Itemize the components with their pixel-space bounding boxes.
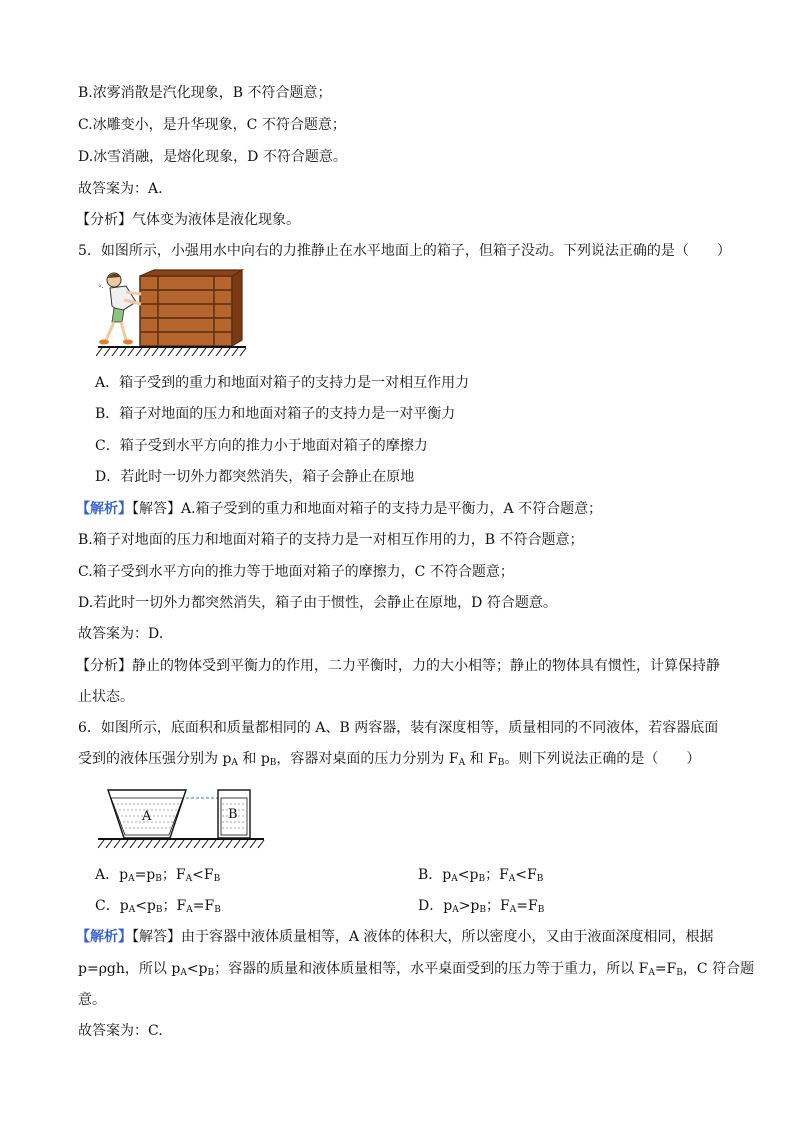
jiexi-tag: 【解析】 — [76, 501, 132, 517]
q6-option-c: C．$p_A<p_B$；$F_A=F_B$ — [95, 898, 221, 915]
prev-option-d-analysis: D.冰雪消融，是熔化现象，D 不符合题意。 — [78, 149, 347, 165]
q5-solution-c: C.箱子受到水平方向的推力等于地面对箱子的摩擦力，C 不符合题意； — [78, 564, 514, 580]
q5-option-b: B．箱子对地面的压力和地面对箱子的支持力是一对平衡力 — [95, 406, 456, 422]
q6-stem-line1: 6．如图所示，底面积和质量都相同的 A、B 两容器，装有深度相等，质量相同的不同液体，若容器底面 — [78, 720, 719, 736]
prev-option-c-analysis: C.冰雕变小，是升华现象，C 不符合题意； — [78, 117, 346, 133]
prev-option-b-analysis: B.浓雾消散是汽化现象，B 不符合题意； — [78, 85, 332, 101]
container-a-label: A — [142, 809, 152, 824]
q5-analysis-line2: 止状态。 — [78, 689, 134, 705]
q6-figure-containers — [96, 782, 266, 854]
q5-solution-d: D.若此时一切外力都突然消失，箱子由于惯性，会静止在原地，D 符合题意。 — [78, 595, 557, 611]
q6-solution-line1: 【解析】【解答】由于容器中液体质量相等，A 液体的体积大，所以密度小，又由于液面深度相同，根据 — [76, 929, 714, 945]
q5-analysis-line1: 【分析】静止的物体受到平衡力的作用，二力平衡时，力的大小相等；静止的物体具有惯性，计算保持静 — [76, 658, 720, 674]
q5-figure-boy-pushing-box — [96, 268, 248, 358]
q6-option-b: B．$p_A<p_B$；$F_A<F_B$ — [418, 867, 544, 884]
q5-option-c: C．箱子受到水平方向的推力小于地面对箱子的摩擦力 — [95, 438, 428, 454]
container-b-label: B — [228, 807, 238, 822]
q6-solution-line3: 意。 — [78, 992, 106, 1008]
jieda-tag: 【解答】 — [132, 929, 181, 945]
q5-solution-a: 【解析】【解答】A.箱子受到的重力和地面对箱子的支持力是平衡力，A 不符合题意； — [76, 501, 603, 517]
q5-stem: 5．如图所示，小强用水中向右的力推静止在水平地面上的箱子，但箱子没动。下列说法正确的是（ ） — [78, 243, 731, 259]
analysis-tag: 【分析】 — [76, 658, 132, 674]
q6-stem-line2: 受到的液体压强分别为 $p_A$ 和 $p_B$，容器对桌面的压力分别为 $F_A$ 和 $F_B$。则下列说法正确的是（ ） — [78, 751, 701, 768]
prev-answer: 故答案为：A. — [78, 181, 163, 197]
q5-answer: 故答案为：D. — [78, 626, 164, 642]
q5-option-a: A．箱子受到的重力和地面对箱子的支持力是一对相互作用力 — [95, 375, 470, 391]
q5-option-d: D．若此时一切外力都突然消失，箱子会静止在原地 — [95, 469, 415, 485]
q6-option-a: A．$p_A=p_B$；$F_A<F_B$ — [95, 867, 221, 884]
jiexi-tag: 【解析】 — [76, 929, 132, 945]
svg-text:°·: °· — [98, 284, 104, 292]
analysis-tag: 【分析】 — [76, 212, 132, 228]
q5-solution-b: B.箱子对地面的压力和地面对箱子的支持力是一对相互作用的力，B 不符合题意； — [78, 532, 584, 548]
prev-analysis: 【分析】气体变为液体是液化现象。 — [76, 212, 300, 228]
q6-answer: 故答案为：C. — [78, 1023, 163, 1039]
q6-option-d: D．$p_A>p_B$；$F_A=F_B$ — [418, 898, 545, 915]
q6-solution-line2: p=ρgh，所以 $p_A<p_B$；容器的质量和液体质量相等，水平桌面受到的压力等于重力，所以 $F_A=F_B$，C 符合题 — [78, 961, 755, 978]
jieda-tag: 【解答】 — [132, 501, 181, 517]
